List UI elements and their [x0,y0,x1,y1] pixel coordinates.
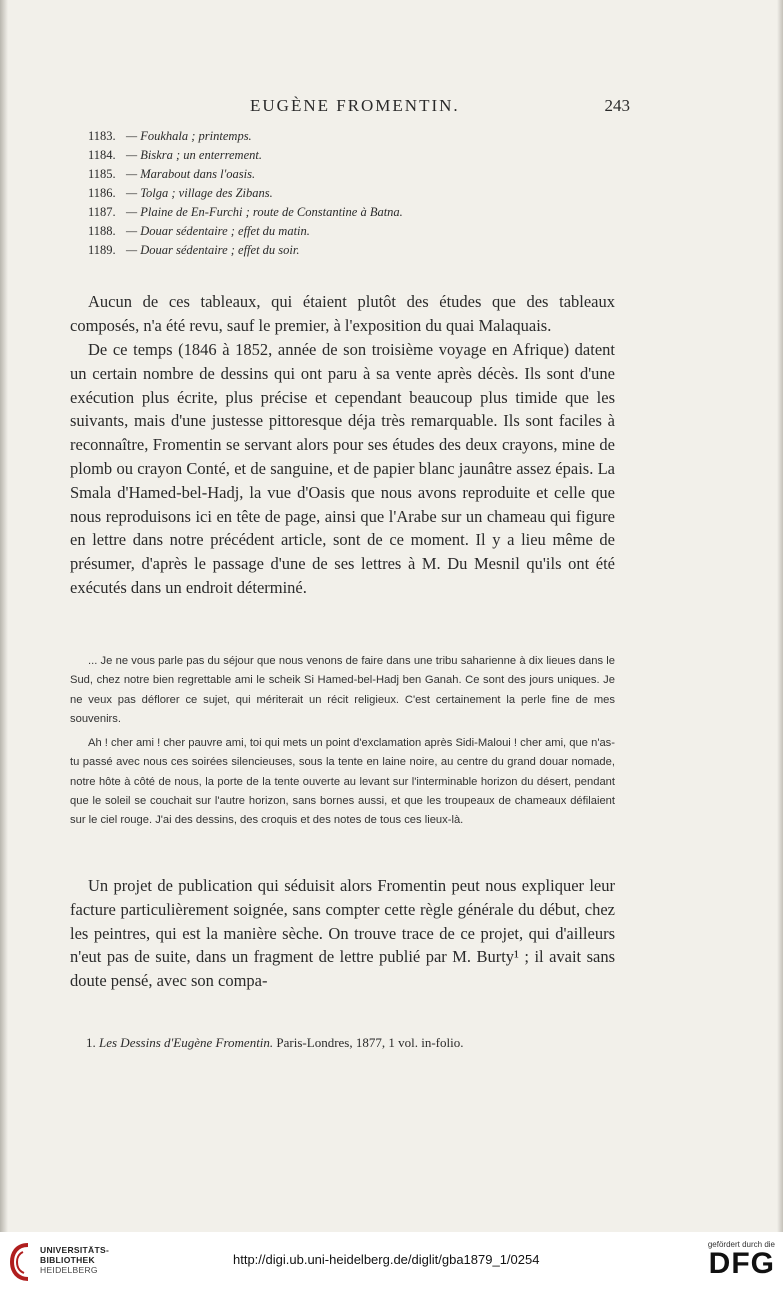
dfg-logo-icon: DFG [708,1247,775,1280]
catalog-number: 1186. [88,186,116,200]
catalog-number: 1184. [88,148,116,162]
catalog-title: — Douar sédentaire ; effet du soir. [126,243,300,257]
library-name-line-1: UNIVERSITÄTS- [40,1245,110,1255]
catalog-number: 1183. [88,129,116,143]
catalog-list [88,127,608,260]
library-name-line-3: HEIDELBERG [40,1265,98,1275]
catalog-item [88,241,608,260]
body-paragraph-3: Un projet de publication qui séduisit alors Fromentin peut nous expliquer leur facture particulièrement soignée, sans compter cette règle générale du début, chez les peintres, qui est la manière sèche. On trouve trace de ce projet, qui d'ailleurs n'eut pas de suite, dans un fragment de lettre publié par M. Burty¹ ; il avait sans doute pensé, avec son compa- [70,876,615,991]
quoted-letter-paragraph-1: ... Je ne vous parle pas du séjour que nous venons de faire dans une tribu saharienne à dix lieues dans le Sud, chez notre bien regrettable ami le scheik Si Hamed-bel-Hadj ben Ganah. Ce sont des jours uniques. Je ne veux pas déflorer ce sujet, qui mériterait un récit religieux. C'est certainement la perle fine de mes souvenirs. [70,655,615,725]
dfg-funding-badge [695,1240,775,1286]
permalink-url[interactable]: http://digi.ub.uni-heidelberg.de/diglit/gba1879_1/0254 [233,1252,540,1267]
catalog-title: — Plaine de En-Furchi ; route de Constantine à Batna. [126,205,403,219]
dfg-funding-tag: gefördert durch die [707,1240,775,1249]
catalog-item [88,165,608,184]
catalog-title: — Tolga ; village des Zibans. [126,186,273,200]
page-number: 243 [604,96,630,115]
catalog-number: 1188. [88,224,116,238]
catalog-number: 1189. [88,243,116,257]
catalog-item [88,222,608,241]
catalog-title: — Marabout dans l'oasis. [126,167,256,181]
catalog-title: — Biskra ; un enterrement. [126,148,262,162]
university-library-logo-icon [8,1242,34,1282]
quoted-letter-paragraph-2: Ah ! cher ami ! cher pauvre ami, toi qui mets un point d'exclamation après Sidi-Maloui ! cher ami, que n'as-tu passé avec nous ces soirées silencieuses, sous la tente en laine noire, au centre du grand douar nomade, notre hôte à côté de nous, la porte de la tente ouverte au levant sur l'interminable horizon du désert, pendant que le soleil se couchait sur l'autre horizon, sans bornes aussi, et que les troupeaux de chameaux défilaient sur le ciel rouge. J'ai des dessins, des croquis et des notes de tous ces lieux-là. [70,737,615,827]
viewer-footer [0,1232,783,1292]
running-head [70,96,630,118]
footnote [86,1034,606,1052]
catalog-item [88,146,608,165]
catalog-title: — Foukhala ; printemps. [126,129,252,143]
catalog-number: 1187. [88,205,116,219]
page-edge-left [0,0,8,1232]
library-name [40,1245,109,1275]
footnote-text: Paris-Londres, 1877, 1 vol. in-folio. [276,1035,464,1050]
library-name-line-2: BIBLIOTHEK [40,1255,95,1265]
footnote-title: Les Dessins d'Eugène Fromentin. [99,1035,274,1050]
catalog-item [88,203,608,222]
footnote-marker: 1. [86,1035,96,1050]
catalog-number: 1185. [88,167,116,181]
catalog-title: — Douar sédentaire ; effet du matin. [126,224,310,238]
page-edge-right [777,0,783,1232]
running-title: EUGÈNE FROMENTIN. [250,96,460,115]
body-paragraph-1: Aucun de ces tableaux, qui étaient plutôt des études que des tableaux composés, n'a été revu, sauf le premier, à l'exposition du quai Malaquais. [70,292,615,335]
body-paragraph-2: De ce temps (1846 à 1852, année de son troisième voyage en Afrique) datent un certain nombre de dessins qui ont paru à sa vente après décès. Ils sont d'une exécution plus écrite, plus précise et cependant beaucoup plus timide que les suivants, mais d'une justesse pittoresque déja très remarquable. Ils sont faciles à reconnaître, Fromentin se servant alors pour ses études des deux crayons, mine de plomb ou crayon Conté, et de sanguine, et de papier blanc jaunâtre assez épais. La Smala d'Hamed-bel-Hadj, la vue d'Oasis que nous avons reproduite et celle que nous reproduisons ici en tête de page, ainsi que l'Arabe sur un chameau qui figure en lettre dans notre précédent article, sont de ce moment. Il y a lieu même de présumer, d'après le passage d'une de ses lettres à M. Du Mesnil qu'ils ont été exécutés dans un endroit déterminé. [70,340,615,597]
catalog-item [88,127,608,146]
catalog-item [88,184,608,203]
